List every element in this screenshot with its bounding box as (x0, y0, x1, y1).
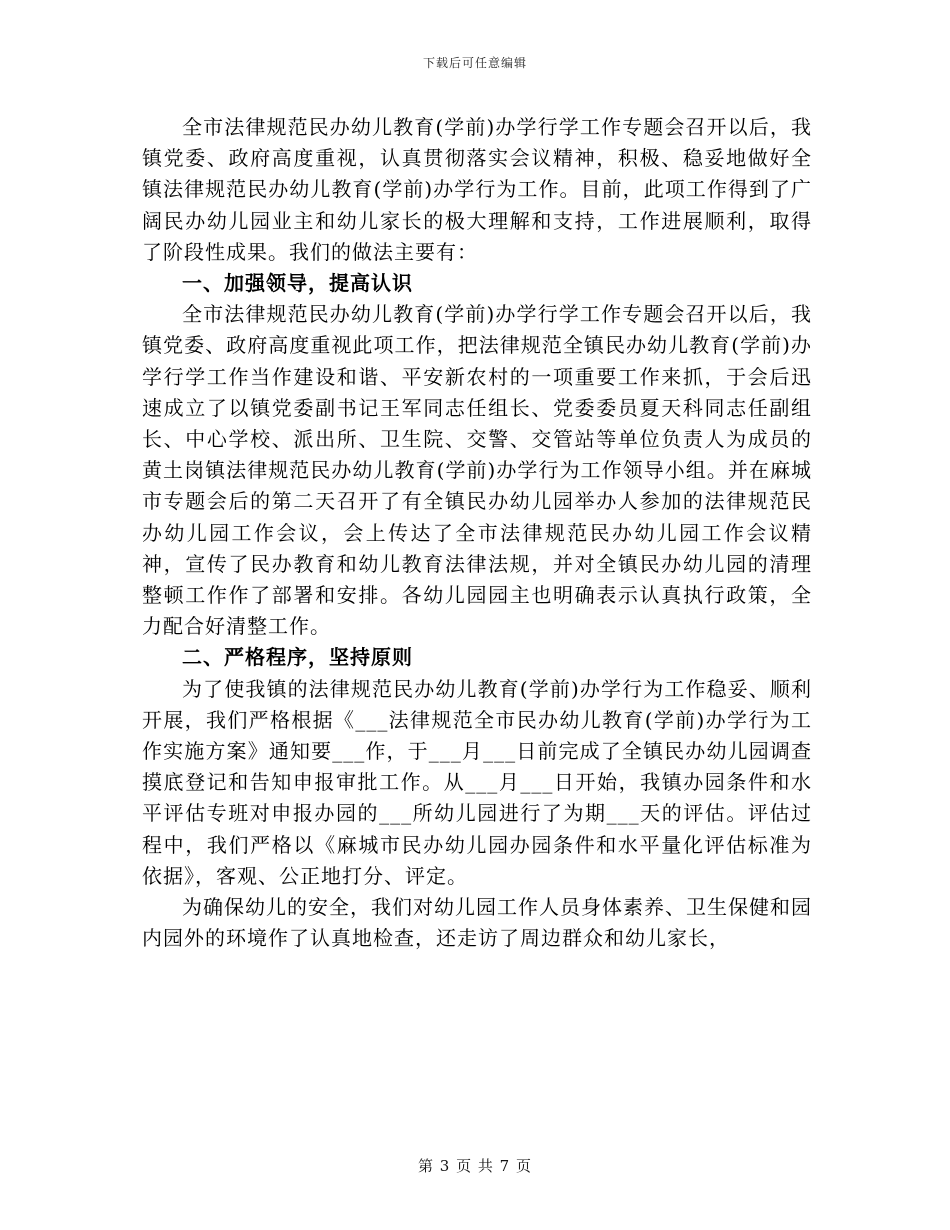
page-number: 第 3 页 共 7 页 (418, 1157, 532, 1175)
paragraph-leadership: 全市法律规范民办幼儿教育(学前)办学行学工作专题会召开以后，我镇党委、政府高度重视此项工作，把法律规范全镇民办幼儿教育(学前)办学行学工作当作建设和谐、平安新农村的一项重要工作来抓，于会后迅速成立了以镇党委副书记王军同志任组长、党委委员夏天科同志任副组长、中心学校、派出所、卫生院、交警、交管站等单位负责人为成员的黄土岗镇法律规范民办幼儿教育(学前)办学行为工作领导小组。并在麻城市专题会后的第二天召开了有全镇民办幼儿园举办人参加的法律规范民办幼儿园工作会议，会上传达了全市法律规范民办幼儿园工作会议精神，宣传了民办教育和幼儿教育法律法规，并对全镇民办幼儿园的清理整顿工作作了部署和安排。各幼儿园园主也明确表示认真执行政策，全力配合好清整工作。 (142, 302, 812, 639)
paragraph-procedure: 为了使我镇的法律规范民办幼儿教育(学前)办学行为工作稳妥、顺利开展，我们严格根据《___法律规范全市民办幼儿教育(学前)办学行为工作实施方案》通知要___作，于___月___日前完成了全镇民办幼儿园调查摸底登记和告知申报审批工作。从___月___日开始，我镇办园条件和水平评估专班对申报办园的___所幼儿园进行了为期___天的评估。评估过程中，我们严格以《麻城市民办幼儿园办园条件和水平量化评估标准为依据》，客观、公正地打分、评定。 (142, 676, 812, 888)
section-heading-2: 二、严格程序，坚持原则 (182, 645, 413, 670)
paragraph-intro: 全市法律规范民办幼儿教育(学前)办学行学工作专题会召开以后，我镇党委、政府高度重视，认真贯彻落实会议精神，积极、稳妥地做好全镇法律规范民办幼儿教育(学前)办学行为工作。目前，此项工作得到了广阔民办幼儿园业主和幼儿家长的极大理解和支持，工作进展顺利，取得了阶段性成果。我们的做法主要有： (142, 115, 812, 264)
paragraph-safety: 为确保幼儿的安全，我们对幼儿园工作人员身体素养、卫生保健和园内园外的环境作了认真地检查，还走访了周边群众和幼儿家长， (142, 895, 812, 951)
header-note: 下载后可任意编辑 (422, 56, 527, 70)
document-body (142, 112, 812, 954)
section-heading-1: 一、加强领导，提高认识 (182, 271, 413, 296)
